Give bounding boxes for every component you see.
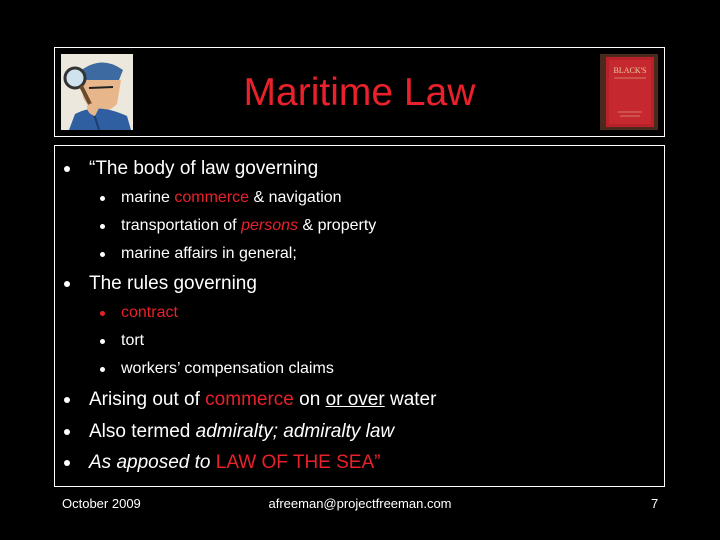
bullet-text-run: transportation of	[121, 217, 242, 234]
footer-date: October 2009	[62, 496, 141, 511]
sub-bullet-item	[121, 216, 376, 236]
bullet-text-run: Also termed	[89, 421, 196, 442]
bullet-text-run: tort	[121, 332, 145, 349]
bullet-text-run: As apposed to	[89, 452, 211, 473]
bullet-item	[89, 157, 318, 181]
bullet-dot-icon	[100, 252, 105, 257]
bullet-dot-icon	[100, 224, 105, 229]
bullet-dot-icon	[100, 311, 105, 316]
bullet-item	[89, 388, 436, 412]
bullet-text-run: or over	[325, 389, 385, 410]
sub-bullet-item	[121, 188, 342, 208]
bullet-text-run: The rules governing	[89, 273, 257, 294]
bullet-text-run: marine affairs in general;	[121, 245, 297, 262]
bullet-text-run: marine	[121, 189, 175, 206]
bullet-text-run: workers’ compensation claims	[121, 360, 334, 377]
bullet-text-run: water	[384, 389, 437, 410]
bullet-text-run: “The body of law governing	[89, 158, 319, 179]
footer-page-number: 7	[651, 496, 659, 511]
bullet-text-run: persons	[241, 217, 298, 234]
bullet-item	[89, 451, 380, 475]
footer-email: afreeman@projectfreeman.com	[268, 496, 452, 511]
bullet-dot-icon	[100, 367, 105, 372]
bullet-text-run: contract	[121, 304, 178, 321]
bullet-text-run: on	[293, 389, 326, 410]
book-title-text: BLACK'S	[613, 66, 647, 75]
bullet-text-run: Arising out of	[89, 389, 206, 410]
bullet-dot-icon	[100, 339, 105, 344]
bullet-dot-icon	[64, 429, 70, 435]
sub-bullet-item	[121, 303, 178, 323]
bullet-item	[89, 272, 257, 296]
bullet-text-run: LAW OF THE SEA”	[215, 452, 381, 473]
bullet-text-run: commerce	[205, 389, 294, 410]
slide-title: Maritime Law	[243, 71, 476, 114]
bullet-text-run: commerce	[174, 189, 250, 206]
bullet-text-run: admiralty; admiralty law	[195, 421, 395, 442]
bullet-text-run: & property	[298, 217, 377, 234]
bullet-dot-icon	[64, 397, 70, 403]
bullet-text-run: & navigation	[249, 189, 342, 206]
sub-bullet-item	[121, 359, 334, 379]
bullet-dot-icon	[100, 196, 105, 201]
book-image	[600, 54, 658, 130]
sub-bullet-item	[121, 244, 297, 264]
bullet-dot-icon	[64, 166, 70, 172]
bullet-dot-icon	[64, 460, 70, 466]
bullet-dot-icon	[64, 281, 70, 287]
bullet-item	[89, 420, 394, 444]
sub-bullet-item	[121, 331, 144, 351]
title-box	[54, 47, 665, 137]
